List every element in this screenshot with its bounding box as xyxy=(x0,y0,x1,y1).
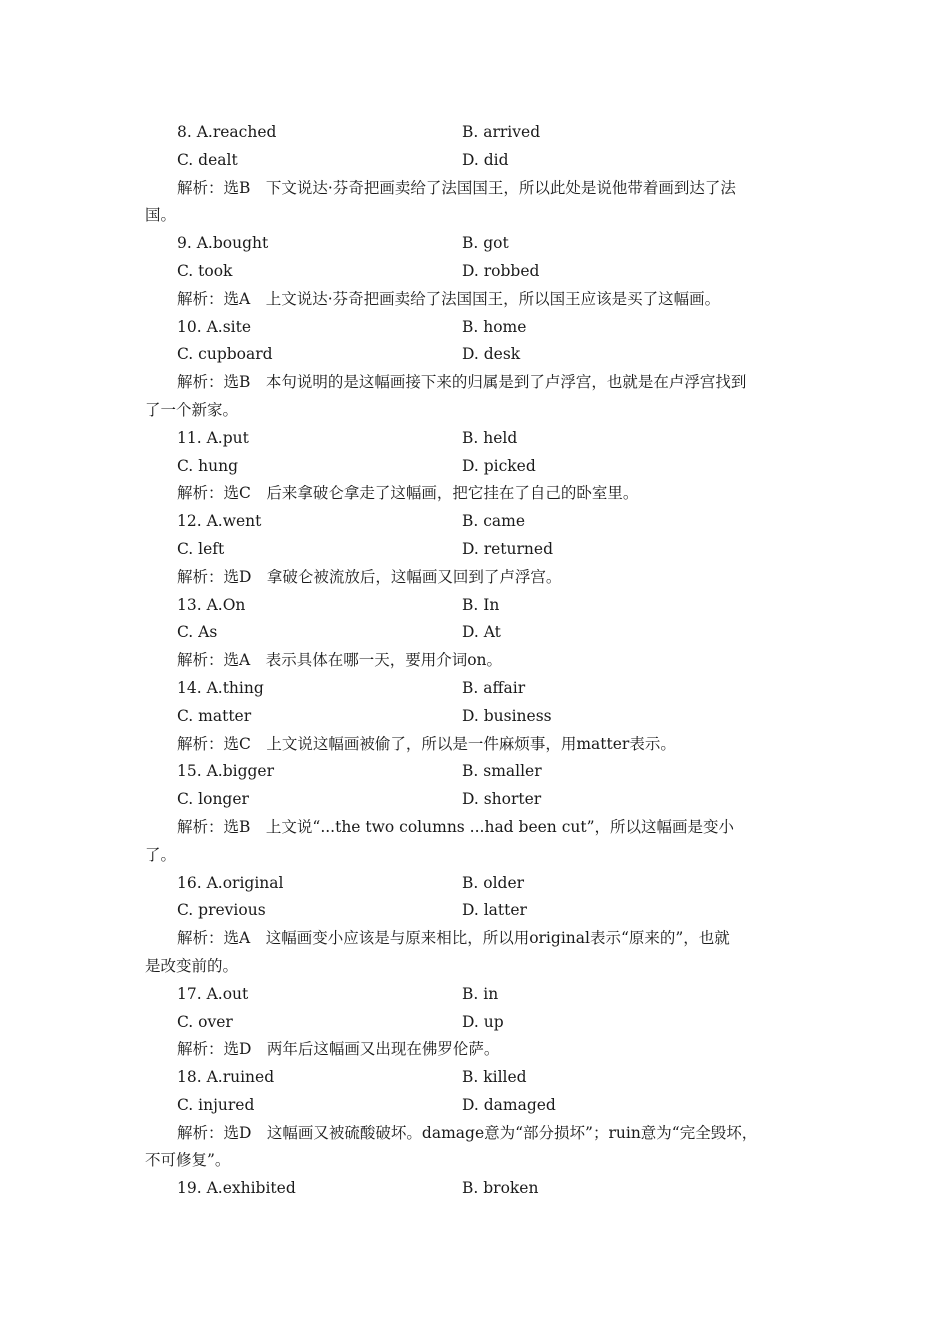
option-b: B. in xyxy=(462,984,499,1003)
option-d: D. latter xyxy=(462,901,527,920)
explanation-line: 国。 xyxy=(145,206,177,225)
option-row xyxy=(145,981,825,1009)
option-b: B. broken xyxy=(462,1179,539,1198)
question-item xyxy=(145,1064,825,1175)
option-b: B. In xyxy=(462,595,500,614)
explanation-line: 解析：选B 下文说达·芬奇把画卖给了法国国王，所以此处是说他带着画到达了法 xyxy=(177,178,736,197)
explanation-line: 是改变前的。 xyxy=(145,956,239,975)
option-row xyxy=(145,897,825,925)
option-row xyxy=(145,147,825,175)
option-d: D. desk xyxy=(462,345,521,364)
option-d: D. business xyxy=(462,706,552,725)
question-item xyxy=(145,675,825,758)
option-row xyxy=(145,425,825,453)
explanation-line: 解析：选A 上文说达·芬奇把画卖给了法国国王，所以国王应该是买了这幅画。 xyxy=(177,289,721,308)
option-row xyxy=(145,786,825,814)
question-item xyxy=(145,981,825,1064)
option-b: B. came xyxy=(462,512,526,531)
option-row xyxy=(145,119,825,147)
option-c: C. previous xyxy=(177,901,266,920)
option-b: B. killed xyxy=(462,1068,527,1087)
option-a: 17. A.out xyxy=(177,984,249,1003)
option-row xyxy=(145,508,825,536)
option-row xyxy=(145,592,825,620)
option-c: C. matter xyxy=(177,706,252,725)
option-a: 13. A.On xyxy=(177,595,246,614)
option-b: B. older xyxy=(462,873,525,892)
document-body xyxy=(145,119,825,1203)
option-c: C. As xyxy=(177,623,218,642)
explanation-line: 解析：选A 这幅画变小应该是与原来相比，所以用original表示“原来的”，也就 xyxy=(177,929,730,948)
option-a: 16. A.original xyxy=(177,873,284,892)
option-a: 12. A.went xyxy=(177,512,262,531)
option-a: 9. A.bought xyxy=(177,234,269,253)
option-row xyxy=(145,1064,825,1092)
option-a: 18. A.ruined xyxy=(177,1068,275,1087)
question-item xyxy=(145,870,825,981)
option-row xyxy=(145,758,825,786)
explanation-line: 解析：选A 表示具体在哪一天，要用介词on。 xyxy=(177,651,503,670)
option-c: C. hung xyxy=(177,456,239,475)
option-row xyxy=(145,1175,825,1203)
explanation-line: 解析：选B 本句说明的是这幅画接下来的归属是到了卢浮宫，也就是在卢浮宫找到 xyxy=(177,373,747,392)
option-b: B. home xyxy=(462,317,527,336)
option-a: 19. A.exhibited xyxy=(177,1179,296,1198)
question-item xyxy=(145,1175,825,1203)
option-row xyxy=(145,1009,825,1037)
option-c: C. took xyxy=(177,261,233,280)
option-d: D. shorter xyxy=(462,790,542,809)
option-d: D. did xyxy=(462,150,509,169)
question-item xyxy=(145,508,825,591)
explanation-line: 解析：选B 上文说“...the two columns ...had been cut”，所以这幅画是变小 xyxy=(177,817,735,836)
question-item xyxy=(145,314,825,425)
option-b: B. arrived xyxy=(462,123,541,141)
option-c: C. left xyxy=(177,539,225,558)
option-row xyxy=(145,1092,825,1120)
option-b: B. smaller xyxy=(462,762,542,781)
explanation-line: 解析：选D 拿破仑被流放后，这幅画又回到了卢浮宫。 xyxy=(177,567,562,586)
option-d: D. damaged xyxy=(462,1095,556,1114)
explanation-line: 不可修复”。 xyxy=(145,1151,231,1170)
option-d: D. At xyxy=(462,623,501,642)
option-c: C. cupboard xyxy=(177,345,273,364)
question-item xyxy=(145,119,825,230)
option-row xyxy=(145,536,825,564)
option-row xyxy=(145,453,825,481)
option-row xyxy=(145,619,825,647)
option-c: C. dealt xyxy=(177,150,238,169)
explanation-line: 解析：选D 这幅画又被硫酸破坏。damage意为“部分损坏”；ruin意为“完全毁坏， xyxy=(177,1123,758,1142)
option-c: C. longer xyxy=(177,790,249,809)
option-b: B. held xyxy=(462,428,518,447)
option-d: D. up xyxy=(462,1012,504,1031)
explanation-line: 了一个新家。 xyxy=(145,400,239,419)
option-row xyxy=(145,703,825,731)
option-a: 11. A.put xyxy=(177,428,249,447)
question-item xyxy=(145,230,825,313)
explanation-line: 解析：选C 后来拿破仑拿走了这幅画，把它挂在了自己的卧室里。 xyxy=(177,484,639,503)
explanation-line: 解析：选D 两年后这幅画又出现在佛罗伦萨。 xyxy=(177,1040,500,1059)
question-item xyxy=(145,758,825,869)
question-item xyxy=(145,425,825,508)
option-c: C. injured xyxy=(177,1095,255,1114)
option-row xyxy=(145,341,825,369)
option-row xyxy=(145,230,825,258)
option-a: 10. A.site xyxy=(177,317,252,336)
option-row xyxy=(145,870,825,898)
option-a: 15. A.bigger xyxy=(177,762,275,781)
option-b: B. affair xyxy=(462,678,526,697)
explanation-line: 了。 xyxy=(145,845,177,864)
option-d: D. picked xyxy=(462,456,536,475)
option-d: D. robbed xyxy=(462,261,540,280)
option-row xyxy=(145,314,825,342)
option-row xyxy=(145,675,825,703)
question-item xyxy=(145,592,825,675)
option-d: D. returned xyxy=(462,539,554,558)
option-row xyxy=(145,258,825,286)
option-c: C. over xyxy=(177,1012,233,1031)
option-b: B. got xyxy=(462,234,509,253)
explanation-line: 解析：选C 上文说这幅画被偷了，所以是一件麻烦事，用matter表示。 xyxy=(177,734,676,753)
option-a: 8. A.reached xyxy=(177,123,277,141)
option-a: 14. A.thing xyxy=(177,678,264,697)
